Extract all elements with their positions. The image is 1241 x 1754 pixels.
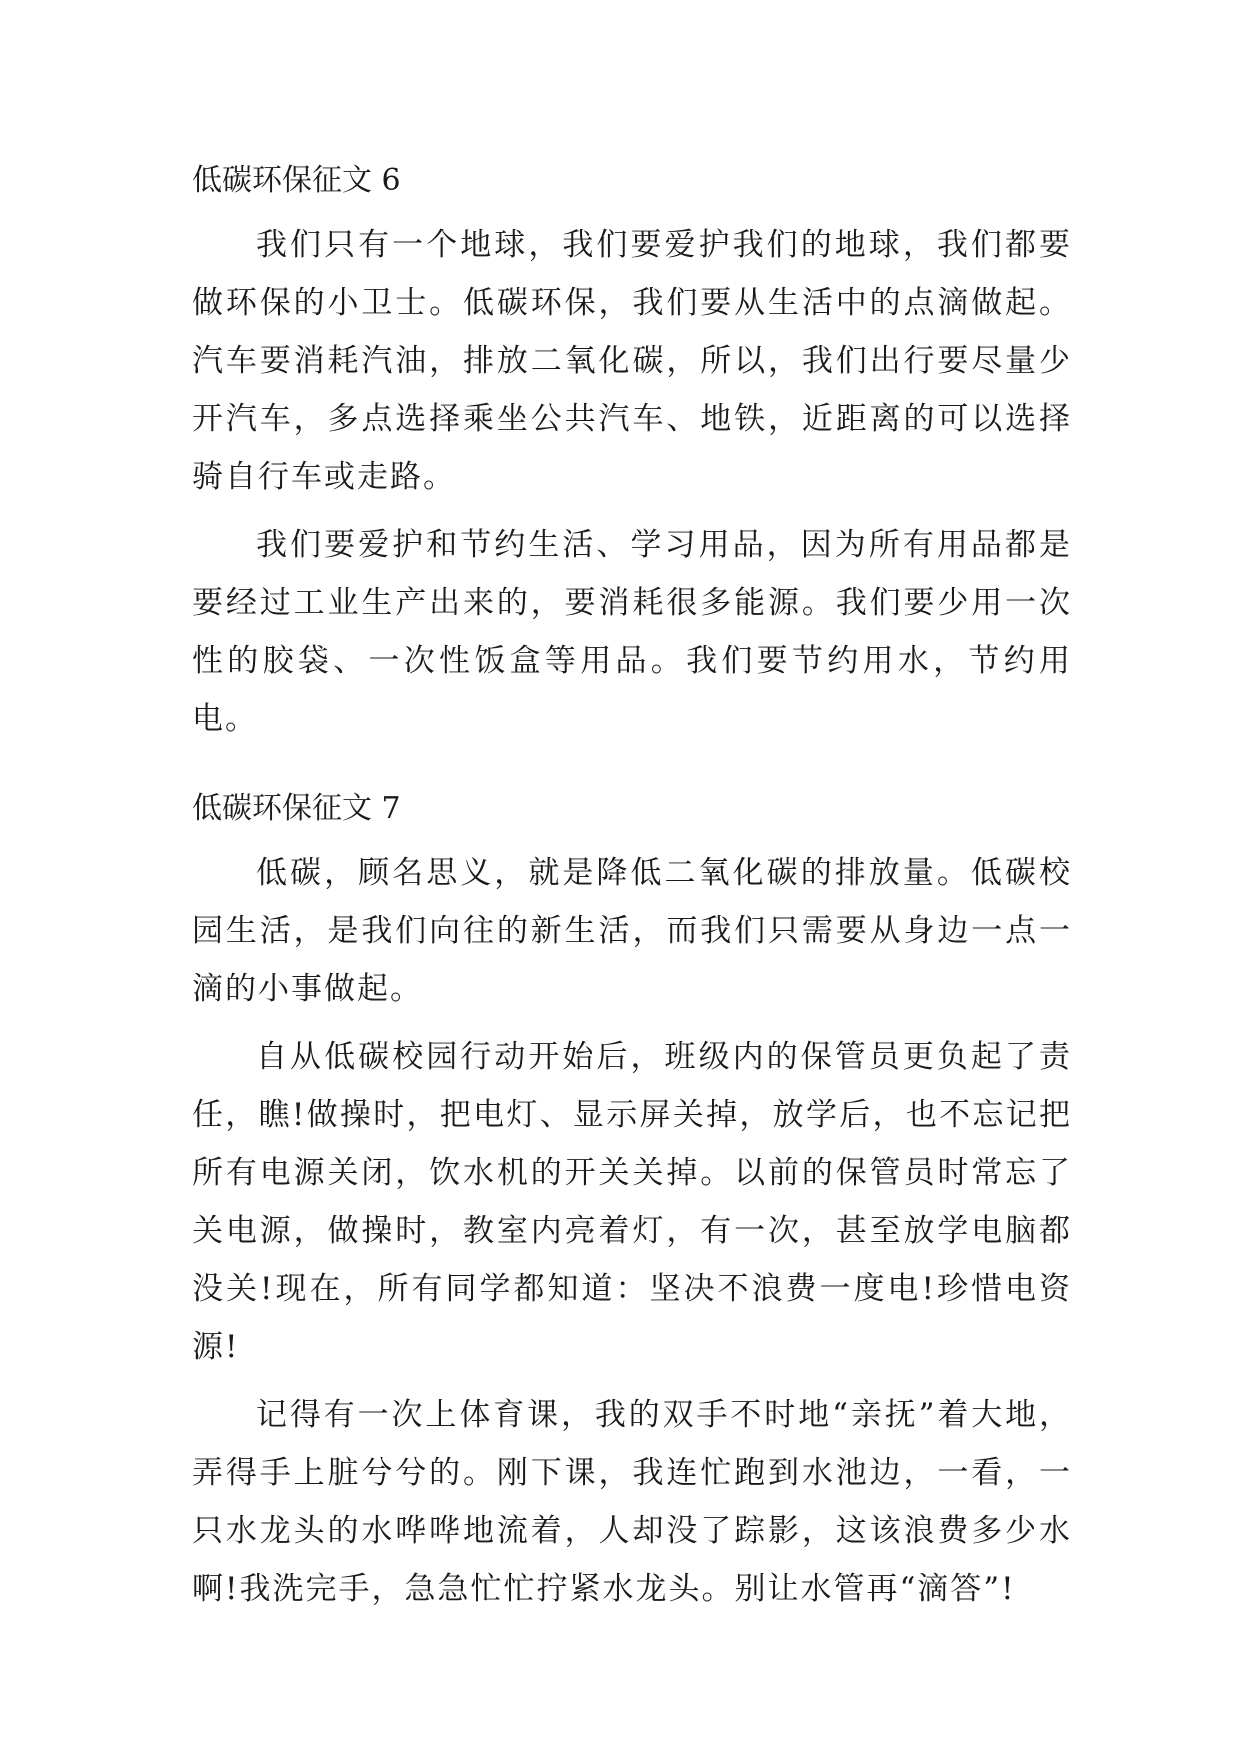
essay-section-6 bbox=[192, 160, 1072, 748]
paragraph: 低碳，顾名思义，就是降低二氧化碳的排放量。低碳校园生活，是我们向往的新生活，而我们只需要从身边一点一滴的小事做起。 bbox=[192, 855, 1072, 1007]
paragraph: 自从低碳校园行动开始后，班级内的保管员更负起了责任，瞧!做操时，把电灯、显示屏关掉，放学后，也不忘记把所有电源关闭，饮水机的开关关掉。以前的保管员时常忘了关电源，做操时，教室内亮着灯，有一次，甚至放学电脑都没关!现在，所有同学都知道：坚决不浪费一度电!珍惜电资源! bbox=[192, 1039, 1072, 1365]
paragraph: 记得有一次上体育课，我的双手不时地“亲抚”着大地，弄得手上脏兮兮的。刚下课，我连忙跑到水池边，一看，一只水龙头的水哗哗地流着，人却没了踪影，这该浪费多少水啊!我洗完手，急急忙忙拧紧水龙头。别让水管再“滴答”! bbox=[192, 1397, 1072, 1607]
essay-section-7 bbox=[192, 788, 1072, 1618]
document-body bbox=[192, 160, 1072, 1628]
paragraph: 我们要爱护和节约生活、学习用品，因为所有用品都是要经过工业生产出来的，要消耗很多能源。我们要少用一次性的胶袋、一次性饭盒等用品。我们要节约用水，节约用电。 bbox=[192, 527, 1072, 737]
section-title: 低碳环保征文 7 bbox=[192, 791, 401, 826]
section-title: 低碳环保征文 6 bbox=[192, 163, 401, 198]
paragraph: 我们只有一个地球，我们要爱护我们的地球，我们都要做环保的小卫士。低碳环保，我们要从生活中的点滴做起。汽车要消耗汽油，排放二氧化碳，所以，我们出行要尽量少开汽车，多点选择乘坐公共汽车、地铁，近距离的可以选择骑自行车或走路。 bbox=[192, 227, 1072, 495]
